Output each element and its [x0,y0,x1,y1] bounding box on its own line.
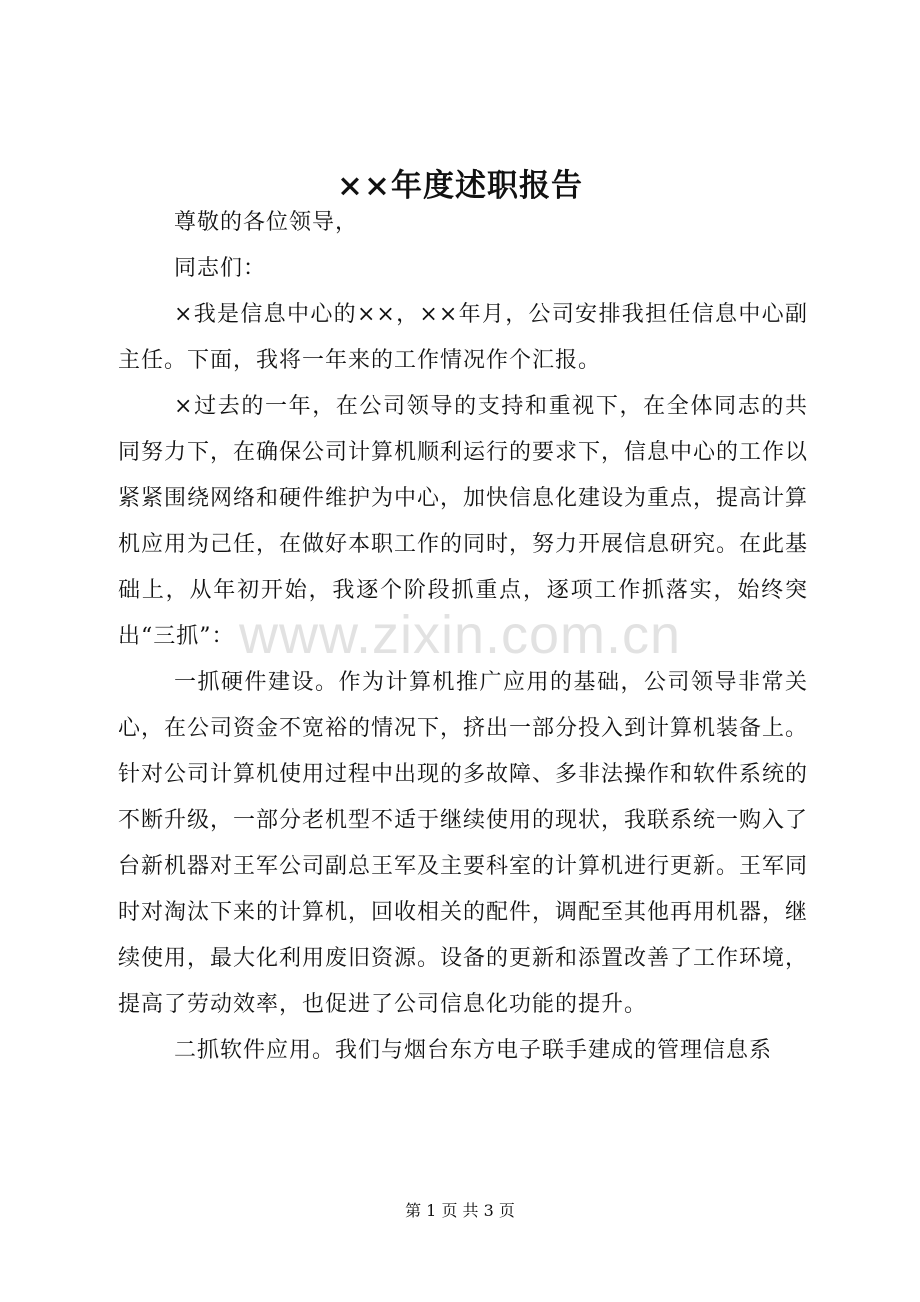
paragraph-salutation: 尊敬的各位领导， [174,210,359,235]
paragraph-software: 二抓软件应用。我们与烟台东方电子联手建成的管理信息系 [174,1038,773,1063]
paragraph-greeting: 同志们： [174,256,267,281]
page-footer: 第 1 页 共 3 页 [405,1201,515,1220]
watermark: www.zixin.com.cn [238,605,682,665]
paragraph-hardware: 一抓硬件建设。作为计算机推广应用的基础，公司领导非常关心，在公司资金不宽裕的情况下，挤出一部分投入到计算机装备上。针对公司计算机使用过程中出现的多故障、多非法操作和软件系统的不断升级，一部分老机型不适于继续使用的现状，我联系统一购入了台新机器对王军公司副总王军及主要科室的计算机进行更新。王军同时对淘汰下来的计算机，回收相关的配件，调配至其他再用机器，继续使用，最大化利用废旧资源。设备的更新和添置改善了工作环境，提高了劳动效率，也促进了公司信息化功能的提升。 [118,670,809,1017]
paragraph-summary: ×过去的一年，在公司领导的支持和重视下，在全体同志的共同努力下，在确保公司计算机顺利运行的要求下，信息中心的工作以紧紧围绕网络和硬件维护为中心，加快信息化建设为重点，提高计算机应用为己任，在做好本职工作的同时，努力开展信息研究。在此基础上，从年初开始，我逐个阶段抓重点，逐项工作抓落实，始终突出“三抓”： [118,394,809,649]
paragraph-intro: ×我是信息中心的××，××年月，公司安排我担任信息中心副主任。下面，我将一年来的工作情况作个汇报。 [118,302,808,373]
document-body [118,190,808,1074]
document-title: ××年度述职报告 [337,168,583,204]
